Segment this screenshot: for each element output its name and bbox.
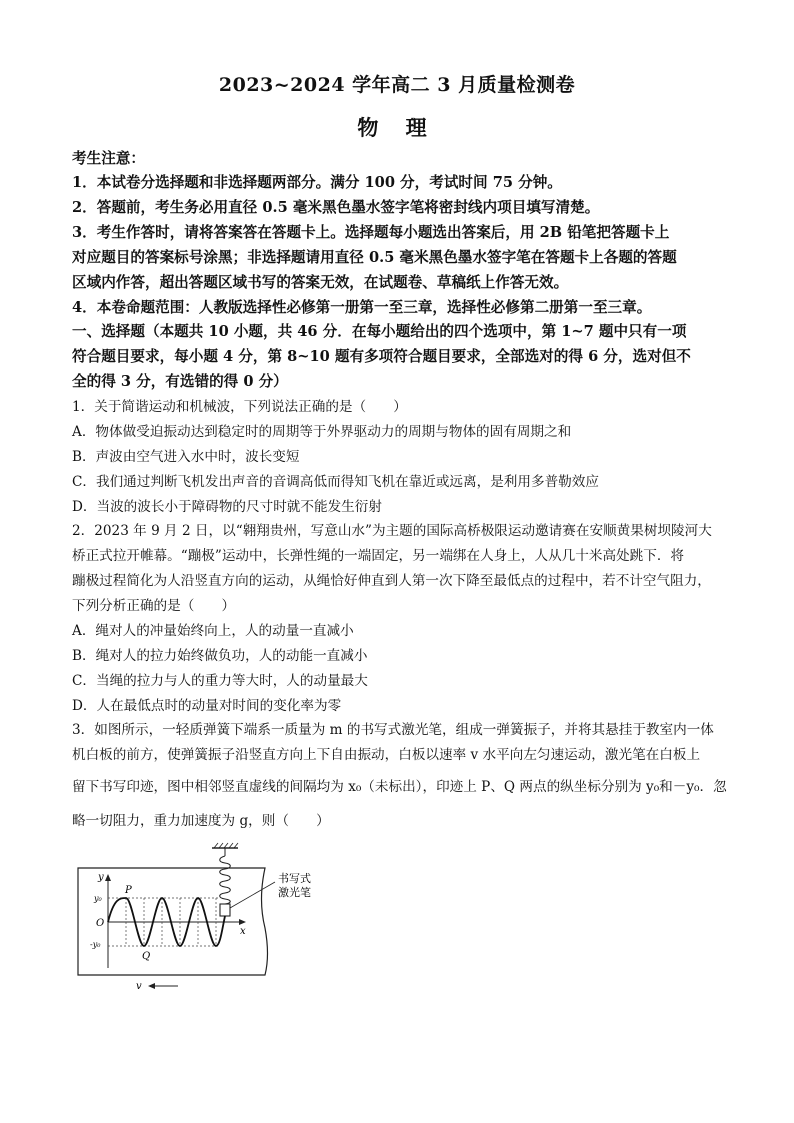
q2-option-b: B．绳对人的拉力始终做负功，人的动能一直减小: [72, 648, 368, 664]
q1-option-b: B．声波由空气进入水中时，波长变短: [72, 449, 300, 465]
q3-stem: 略一切阻力，重力加速度为 g，则（ ）: [72, 813, 330, 829]
point-p-label: P: [125, 885, 132, 896]
origin-label: O: [96, 918, 105, 929]
q1-option-d: D．当波的波长小于障碍物的尺寸时就不能发生衍射: [72, 499, 382, 515]
pen-label: 书写式: [278, 872, 311, 885]
q2-option-a: A．绳对人的冲量始终向上，人的动量一直减小: [72, 623, 354, 639]
notice-item: 3．考生作答时，请将答案答在答题卡上。选择题每小题选出答案后，用 2B 铅笔把答题卡上: [72, 224, 670, 241]
q2-option-c: C．当绳的拉力与人的重力等大时，人的动量最大: [72, 673, 368, 689]
q2-stem: 2．2023 年 9 月 2 日，以“翱翔贵州，写意山水”为主题的国际高桥极限运动邀请赛在安顺黄果树坝陵河大: [72, 523, 712, 539]
section-heading: 全的得 3 分，有选错的得 0 分）: [72, 373, 288, 390]
q2-stem: 桥正式拉开帷幕。“蹦极”运动中，长弹性绳的一端固定，另一端绑在人身上，人从几十米高处跳下．将: [72, 548, 685, 564]
notice-item: 区域内作答，超出答题区域书写的答案无效，在试题卷、草稿纸上作答无效。: [72, 274, 569, 291]
section-heading: 一、选择题（本题共 10 小题，共 46 分．在每小题给出的四个选项中，第 1~7 题中只有一项: [72, 323, 687, 340]
notice-heading: 考生注意：: [72, 150, 145, 167]
pen-label: 激光笔: [278, 886, 311, 899]
x-axis-label: x: [240, 926, 246, 937]
subject-title: 物 理: [357, 115, 437, 140]
laser-pen: [220, 904, 230, 916]
q1-stem: 1．关于简谐运动和机械波，下列说法正确的是（ ）: [72, 399, 407, 415]
y0-label: y₀: [94, 894, 102, 903]
notice-item: 4．本卷命题范围：人教版选择性必修第一册第一至三章，选择性必修第二册第一至三章。: [72, 299, 652, 316]
q1-option-a: A．物体做受迫振动达到稳定时的周期等于外界驱动力的周期与物体的固有周期之和: [72, 424, 572, 440]
q2-stem: 下列分析正确的是（ ）: [72, 598, 236, 614]
q2-stem: 蹦极过程简化为人沿竖直方向的运动，从绳恰好伸直到人第一次下降至最低点的过程中，若不计空气阻力，: [72, 573, 711, 589]
q1-option-c: C．我们通过判断飞机发出声音的音调高低而得知飞机在靠近或远离，是利用多普勒效应: [72, 474, 599, 490]
exam-title: 2023~2024 学年高二 3 月质量检测卷: [218, 74, 576, 96]
y-axis-label: y: [98, 872, 104, 883]
point-q-label: Q: [142, 951, 151, 962]
neg-y0-label: -y₀: [90, 940, 101, 949]
q3-stem: 3．如图所示，一轻质弹簧下端系一质量为 m 的书写式激光笔，组成一弹簧振子，并将其悬挂于教室内一体: [72, 722, 714, 738]
q3-stem: 机白板的前方，使弹簧振子沿竖直方向上下自由振动，白板以速率 v 水平向左匀速运动，激光笔在白板上: [72, 747, 701, 763]
section-heading: 符合题目要求，每小题 4 分，第 8~10 题有多项符合题目要求，全部选对的得 6 分，选对但不: [72, 348, 691, 365]
notice-item: 1．本试卷分选择题和非选择题两部分。满分 100 分，考试时间 75 分钟。: [72, 174, 562, 191]
velocity-label: v: [136, 981, 142, 990]
q3-stem: 留下书写印迹，图中相邻竖直虚线的间隔均为 x₀（未标出），印迹上 P、Q 两点的纵坐标分别为 y₀和－y₀．忽: [72, 779, 727, 795]
notice-item: 2．答题前，考生务必用直径 0.5 毫米黑色墨水签字笔将密封线内项目填写清楚。: [72, 199, 600, 216]
spring-coil: [220, 856, 231, 904]
spring-laser-diagram: [70, 840, 320, 990]
notice-item: 对应题目的答案标号涂黑；非选择题请用直径 0.5 毫米黑色墨水签字笔在答题卡上各题的答题: [72, 249, 677, 266]
q2-option-d: D．人在最低点时的动量对时间的变化率为零: [72, 698, 342, 714]
